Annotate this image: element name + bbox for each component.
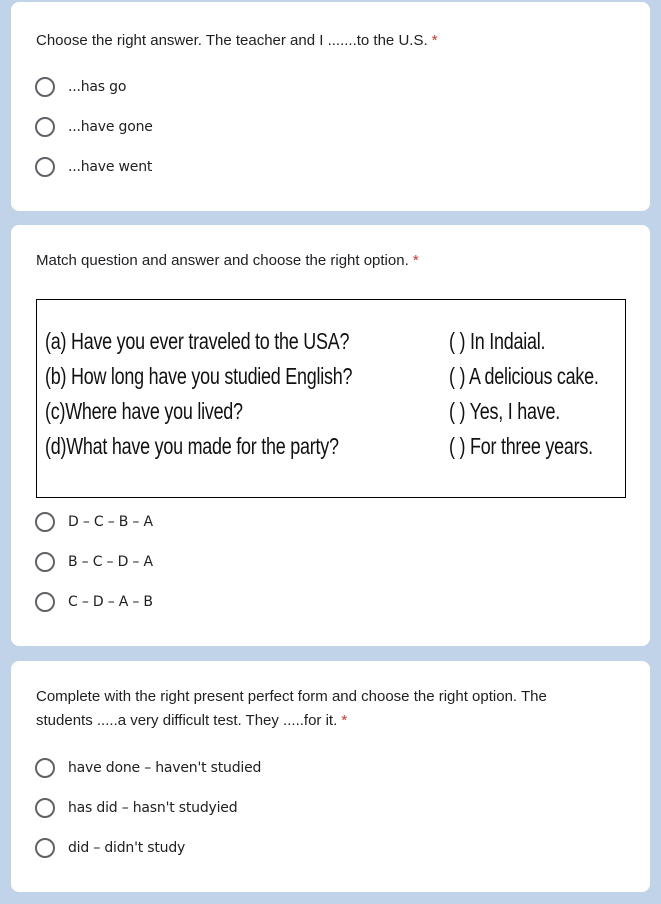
radio-circle-icon[interactable] (35, 592, 55, 612)
question-text: Choose the right answer. The teacher and I .......to the U.S. (36, 32, 428, 49)
radio-circle-icon[interactable] (35, 758, 55, 778)
option-radio[interactable] (35, 155, 152, 179)
radio-circle-icon[interactable] (35, 117, 55, 137)
option-radio[interactable] (35, 510, 153, 534)
question-title (36, 249, 620, 273)
required-asterisk: * (412, 252, 419, 269)
question-text: Match question and answer and choose the right option. (36, 252, 409, 269)
radio-circle-icon[interactable] (35, 838, 55, 858)
option-radio[interactable] (35, 836, 185, 860)
option-label: D – C – B – A (68, 514, 153, 530)
option-label: B – C – D – A (68, 554, 153, 570)
radio-circle-icon[interactable] (35, 798, 55, 818)
question-text-line: students .....a very difficult test. They .....for it. (36, 712, 338, 729)
radio-circle-icon[interactable] (35, 552, 55, 572)
option-radio[interactable] (35, 796, 237, 820)
question-card-2 (11, 225, 650, 646)
option-radio[interactable] (35, 75, 126, 99)
image-answer-line: ( ) A delicious cake. (449, 363, 599, 389)
option-radio[interactable] (35, 115, 153, 139)
option-label: ...has go (68, 79, 127, 95)
option-label: did – didn't study (68, 840, 186, 856)
question-image (36, 299, 626, 498)
required-asterisk: * (341, 712, 348, 729)
radio-circle-icon[interactable] (35, 512, 55, 532)
option-label: C – D – A – B (68, 594, 153, 610)
image-question-line: (d)What have you made for the party? (45, 433, 339, 459)
option-radio[interactable] (35, 590, 153, 614)
image-question-line: (c)Where have you lived? (45, 398, 243, 424)
option-label: have done – haven't studied (68, 760, 262, 776)
image-answer-line: ( ) Yes, I have. (449, 398, 560, 424)
image-question-line: (a) Have you ever traveled to the USA? (45, 328, 350, 354)
image-answer-line: ( ) For three years. (449, 433, 593, 459)
question-text-line: Complete with the right present perfect form and choose the right option. The (36, 688, 547, 705)
option-label: ...have went (68, 159, 153, 175)
option-label: ...have gone (68, 119, 153, 135)
required-asterisk: * (431, 32, 438, 49)
question-title (36, 685, 620, 733)
option-radio[interactable] (35, 756, 261, 780)
option-radio[interactable] (35, 550, 153, 574)
question-title (36, 29, 620, 53)
question-card-3 (11, 661, 650, 892)
option-label: has did – hasn't studyied (68, 800, 238, 816)
question-card-1 (11, 2, 650, 211)
radio-circle-icon[interactable] (35, 77, 55, 97)
image-question-line: (b) How long have you studied English? (45, 363, 353, 389)
image-answer-line: ( ) In Indaial. (449, 328, 546, 354)
radio-circle-icon[interactable] (35, 157, 55, 177)
